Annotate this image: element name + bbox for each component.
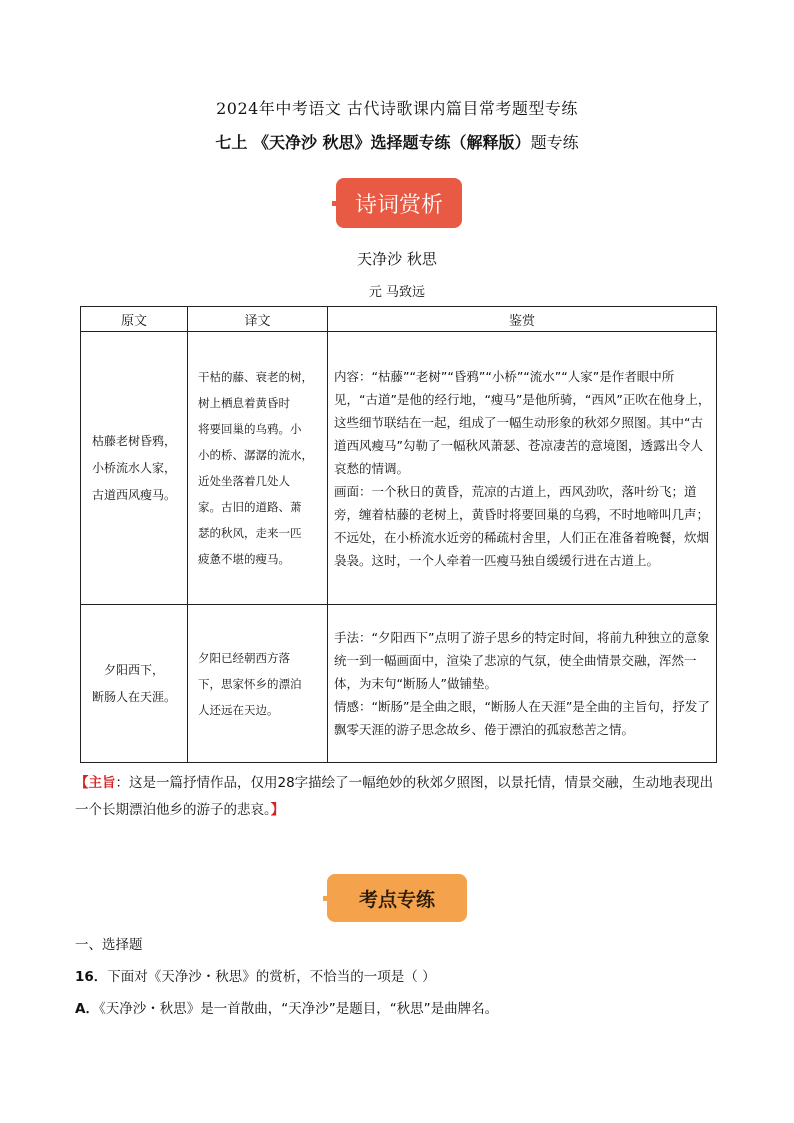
table-header: 译文 — [188, 307, 328, 332]
table-header-row — [81, 307, 717, 332]
question — [75, 965, 436, 985]
appreciation-paragraph: 手法：“夕阳西下”点明了游子思乡的特定时间，将前九种独立的意象统一到一幅画面中，渲染了悲凉的气氛，使全曲情景交融，浑然一体，为末句“断肠人”做铺垫。 — [334, 630, 710, 691]
original-line: 枯藤老树昏鸦， — [91, 433, 176, 448]
original-text-cell — [81, 605, 188, 763]
summary-close-bracket: 】 — [270, 802, 285, 818]
original-line: 古道西风瘦马。 — [91, 487, 176, 502]
poem-table — [80, 306, 717, 763]
translation-line: 瑟的秋风，走来一匹 — [198, 526, 302, 540]
doc-subtitle-tail: 题专练 — [530, 133, 579, 152]
original-line: 断肠人在天涯。 — [91, 689, 176, 704]
doc-subtitle — [0, 130, 794, 153]
question-number: 16． — [75, 969, 108, 985]
doc-title: 2024年中考语文 古代诗歌课内篇目常考题型专练 — [216, 99, 578, 118]
option-text: 《天净沙・秋思》是一首散曲，“天净沙”是题目，“秋思”是曲牌名。 — [98, 1001, 499, 1017]
table-header: 鉴赏 — [328, 307, 717, 332]
answer-option-a — [75, 997, 498, 1017]
summary-open-bracket: 【主旨 — [75, 775, 116, 791]
translation-cell — [188, 332, 328, 605]
question-text: 下面对《天净沙・秋思》的赏析，不恰当的一项是（ ） — [107, 969, 436, 985]
table-row — [81, 332, 717, 605]
doc-subtitle-bold: 七上 《天净沙 秋思》选择题专练（解释版） — [215, 133, 531, 152]
original-text-cell — [81, 332, 188, 605]
translation-line: 树上栖息着黄昏时 — [198, 396, 290, 410]
translation-line: 人还远在天边。 — [198, 702, 279, 717]
appreciation-paragraph: 情感：“断肠”是全曲之眼，“断肠人在天涯”是全曲的主旨句，抒发了飘零天涯的游子思念故乡、倦于漂泊的孤寂愁苦之情。 — [334, 699, 710, 737]
translation-line: 下，思家怀乡的漂泊 — [198, 676, 302, 691]
table-header: 原文 — [81, 307, 188, 332]
appreciation-cell — [328, 605, 717, 763]
appreciation-paragraph: 内容：“枯藤”“老树”“昏鸦”“小桥”“流水”“人家”是作者眼中所见，“古道”是他的经行地，“瘦马”是他所骑，“西风”正吹在他身上，这些细节联结在一起，组成了一幅生动形象的秋郊夕照图。其中“古道西风瘦马”勾勒了一幅秋风萧瑟、苍凉凄苦的意境图，透露出令人哀愁的情调。 — [334, 368, 711, 476]
translation-line: 近处坐落着几处人 — [198, 474, 290, 488]
appreciation-cell — [328, 332, 717, 605]
section-banner-appreciation: 诗词赏析 — [336, 178, 462, 228]
translation-line: 将要回巢的乌鸦。小 — [198, 422, 302, 436]
summary-text: ：这是一篇抒情作品，仅用28字描绘了一幅绝妙的秋郊夕照图，以景托情，情景交融，生动地表现出一个长期漂泊他乡的游子的悲哀。 — [75, 775, 714, 818]
appreciation-paragraph: 画面：一个秋日的黄昏，荒凉的古道上，西风劲吹，落叶纷飞；道旁，缠着枯藤的老树上，黄昏时将要回巢的乌鸦，不时地啼叫几声；不远处，在小桥流水近旁的稀疏村舍里，人们正在准备着晚餐，炊烟袅袅。这时，一个人牵着一匹瘦马独自缓缓行进在古道上。 — [334, 483, 710, 568]
table-row — [81, 605, 717, 763]
translation-line: 夕阳已经朝西方落 — [198, 650, 290, 665]
poem-author: 元 马致远 — [368, 285, 426, 300]
original-line: 夕阳西下， — [103, 662, 164, 677]
option-label: A． — [75, 1001, 99, 1017]
section-banner-practice: 考点专练 — [327, 874, 467, 922]
section-heading: 一、选择题 — [75, 937, 143, 953]
translation-line: 家。古旧的道路、萧 — [198, 500, 302, 514]
theme-summary — [75, 770, 725, 824]
translation-cell — [188, 605, 328, 763]
translation-line: 干枯的藤、衰老的树， — [198, 370, 313, 384]
poem-title: 天净沙 秋思 — [357, 250, 437, 268]
translation-line: 小的桥、潺潺的流水， — [198, 448, 313, 462]
original-line: 小桥流水人家， — [91, 460, 176, 475]
translation-line: 疲惫不堪的瘦马。 — [198, 552, 290, 566]
